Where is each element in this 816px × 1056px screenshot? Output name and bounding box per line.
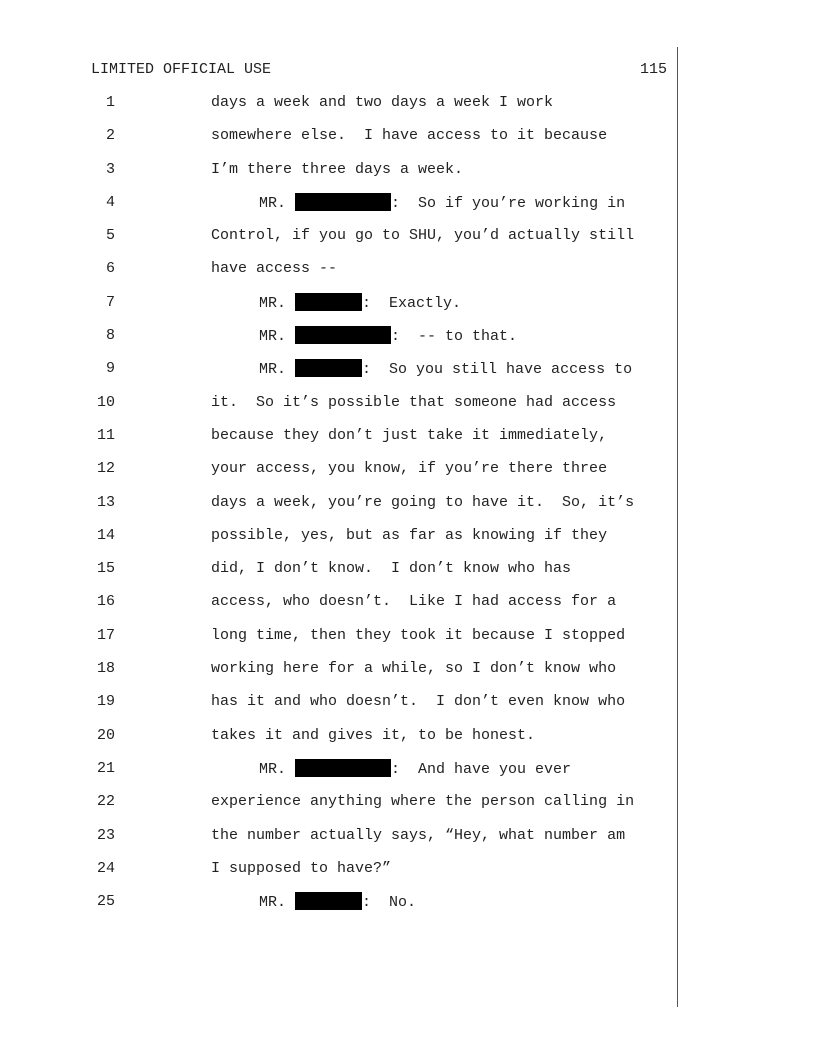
transcript-line xyxy=(0,459,677,492)
transcript-line xyxy=(0,426,677,459)
redaction-block xyxy=(295,759,391,777)
line-text: days a week and two days a week I work xyxy=(211,94,554,111)
classification-header: LIMITED OFFICIAL USE xyxy=(91,61,272,78)
speech-text: : So if you’re working in xyxy=(391,194,626,212)
line-number: 12 xyxy=(96,460,115,478)
speech-text: : Exactly. xyxy=(362,294,462,312)
transcript-line xyxy=(0,359,677,392)
line-text: did, I don’t know. I don’t know who has xyxy=(211,560,572,578)
line-number: 16 xyxy=(96,593,115,611)
redaction-block xyxy=(295,326,391,344)
redaction-block xyxy=(295,892,362,910)
speaker-line xyxy=(259,759,571,780)
speaker-title: MR. xyxy=(259,760,287,778)
transcript-line xyxy=(0,493,677,526)
line-number: 7 xyxy=(105,293,115,311)
transcript-line xyxy=(0,559,677,592)
line-number: 20 xyxy=(96,726,115,744)
line-number: 25 xyxy=(96,893,115,911)
line-number: 3 xyxy=(105,160,115,178)
line-number: 23 xyxy=(96,826,115,844)
transcript-line xyxy=(0,160,677,193)
line-number: 4 xyxy=(105,193,115,211)
line-text: somewhere else. I have access to it because xyxy=(211,127,608,145)
line-text: your access, you know, if you’re there three xyxy=(211,460,608,478)
redaction-block xyxy=(295,359,362,377)
line-number: 9 xyxy=(105,360,115,378)
speech-text: : And have you ever xyxy=(391,760,572,778)
speaker-line xyxy=(259,293,461,314)
line-number: 18 xyxy=(96,660,115,678)
line-number: 11 xyxy=(96,426,115,444)
transcript-line xyxy=(0,792,677,825)
transcript-line xyxy=(0,93,677,126)
speech-text: : No. xyxy=(362,894,417,912)
transcript-line xyxy=(0,759,677,792)
transcript-line xyxy=(0,626,677,659)
speaker-line xyxy=(259,193,625,214)
line-number: 6 xyxy=(105,260,115,278)
line-number: 22 xyxy=(96,793,115,811)
line-text: working here for a while, so I don’t know who xyxy=(211,660,617,678)
transcript-line xyxy=(0,526,677,559)
line-text: Control, if you go to SHU, you’d actually still xyxy=(211,227,635,245)
line-number: 1 xyxy=(105,94,115,111)
line-number: 19 xyxy=(96,693,115,711)
line-number: 5 xyxy=(105,227,115,245)
transcript-line xyxy=(0,659,677,692)
line-text: has it and who doesn’t. I don’t even know who xyxy=(211,693,626,711)
speaker-title: MR. xyxy=(259,194,287,212)
speaker-line xyxy=(259,892,416,913)
line-number: 24 xyxy=(96,859,115,877)
redaction-block xyxy=(295,193,391,211)
transcript-line xyxy=(0,393,677,426)
speaker-title: MR. xyxy=(259,894,287,912)
line-number: 13 xyxy=(96,493,115,511)
transcript-line xyxy=(0,692,677,725)
line-text: I’m there three days a week. xyxy=(211,160,464,178)
line-number: 10 xyxy=(96,393,115,411)
speaker-title: MR. xyxy=(259,328,287,346)
line-text: experience anything where the person calling in xyxy=(211,793,635,811)
transcript-line xyxy=(0,592,677,625)
transcript-line xyxy=(0,193,677,226)
line-number: 17 xyxy=(96,626,115,644)
transcript-line xyxy=(0,892,677,925)
transcript-line xyxy=(0,259,677,292)
speaker-line xyxy=(259,359,632,380)
line-text: I supposed to have?” xyxy=(211,859,392,877)
speech-text: : So you still have access to xyxy=(362,361,633,379)
speech-text: : -- to that. xyxy=(391,328,518,346)
right-margin-rule xyxy=(677,47,678,1007)
speaker-title: MR. xyxy=(259,294,287,312)
line-number: 2 xyxy=(105,127,115,145)
line-text: access, who doesn’t. Like I had access for a xyxy=(211,593,617,611)
line-number: 21 xyxy=(96,759,115,777)
transcript-line xyxy=(0,293,677,326)
line-number: 14 xyxy=(96,526,115,544)
line-text: takes it and gives it, to be honest. xyxy=(211,726,536,744)
line-text: days a week, you’re going to have it. So, it’s xyxy=(211,493,635,511)
line-text: because they don’t just take it immediately, xyxy=(211,426,608,444)
line-text: possible, yes, but as far as knowing if they xyxy=(211,526,608,544)
line-text: long time, then they took it because I stopped xyxy=(211,626,626,644)
line-text: the number actually says, “Hey, what number am xyxy=(211,826,626,844)
transcript-line xyxy=(0,826,677,859)
transcript-line xyxy=(0,726,677,759)
transcript-line xyxy=(0,326,677,359)
line-text: it. So it’s possible that someone had access xyxy=(211,393,617,411)
speaker-title: MR. xyxy=(259,361,287,379)
transcript-line xyxy=(0,226,677,259)
redaction-block xyxy=(295,293,362,311)
transcript-body xyxy=(0,93,677,925)
line-text: have access -- xyxy=(211,260,338,278)
transcript-line xyxy=(0,859,677,892)
page-number: 115 xyxy=(639,61,667,78)
speaker-line xyxy=(259,326,517,347)
transcript-line xyxy=(0,126,677,159)
line-number: 8 xyxy=(105,327,115,345)
line-number: 15 xyxy=(96,560,115,578)
